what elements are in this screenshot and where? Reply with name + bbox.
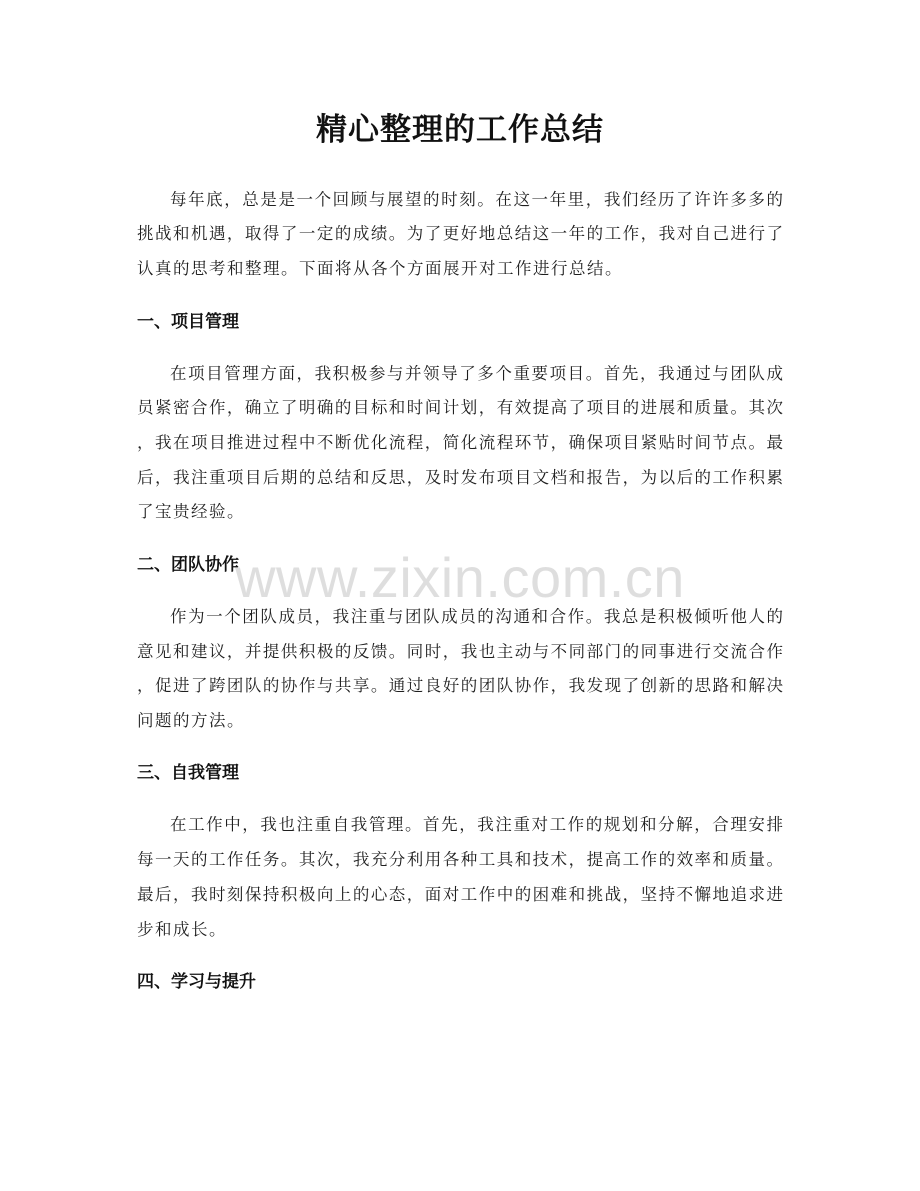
- paragraph-line: 每年底，总是是一个回顾与展望的时刻。在这一年里，我们经历了许许多多的: [170, 189, 783, 209]
- paragraph-line: ，促进了跨团队的协作与共享。通过良好的团队协作，我发现了创新的思路和解决: [137, 676, 783, 696]
- paragraph-line: 在项目管理方面，我积极参与并领导了多个重要项目。首先，我通过与团队成: [170, 363, 783, 383]
- paragraph-line: 了宝贵经验。: [137, 502, 245, 522]
- section-paragraph-self-management: [137, 808, 783, 947]
- paragraph-line: 问题的方法。: [137, 710, 245, 730]
- paragraph-line: 在工作中，我也注重自我管理。首先，我注重对工作的规划和分解，合理安排: [170, 815, 783, 835]
- paragraph-line: 作为一个团队成员，我注重与团队成员的沟通和合作。我总是积极倾听他人的: [170, 606, 783, 626]
- document-title: 精心整理的工作总结: [316, 112, 604, 148]
- paragraph-line: 后，我注重项目后期的总结和反思，及时发布项目文档和报告，为以后的工作积累: [137, 467, 783, 487]
- section-heading-project-management: 一、项目管理: [137, 311, 239, 332]
- paragraph-line: 挑战和机遇，取得了一定的成绩。为了更好地总结这一年的工作，我对自己进行了: [137, 224, 783, 244]
- section-paragraph-team-collaboration: [137, 600, 783, 739]
- document-body: [137, 110, 783, 1017]
- watermark: www.zixin.com.cn: [235, 546, 685, 609]
- paragraph-line: ，我在项目推进过程中不断优化流程，简化流程环节，确保项目紧贴时间节点。最: [137, 432, 783, 452]
- paragraph-line: 步和成长。: [137, 919, 227, 939]
- section-heading-learning-improvement: 四、学习与提升: [137, 972, 256, 993]
- paragraph-line: 意见和建议，并提供积极的反馈。同时，我也主动与不同部门的同事进行交流合作: [137, 641, 783, 661]
- section-heading-team-collaboration: 二、团队协作: [137, 554, 239, 575]
- section-heading-self-management: 三、自我管理: [137, 763, 239, 784]
- section-paragraph-project-management: [137, 357, 783, 530]
- paragraph-line: 认真的思考和整理。下面将从各个方面展开对工作进行总结。: [137, 258, 623, 278]
- paragraph-line: 每一天的工作任务。其次，我充分利用各种工具和技术，提高工作的效率和质量。: [137, 850, 783, 870]
- paragraph-line: 员紧密合作，确立了明确的目标和时间计划，有效提高了项目的进展和质量。其次: [137, 398, 783, 418]
- intro-paragraph: [137, 183, 783, 287]
- paragraph-line: 最后，我时刻保持积极向上的心态，面对工作中的困难和挑战，坚持不懈地追求进: [137, 884, 783, 904]
